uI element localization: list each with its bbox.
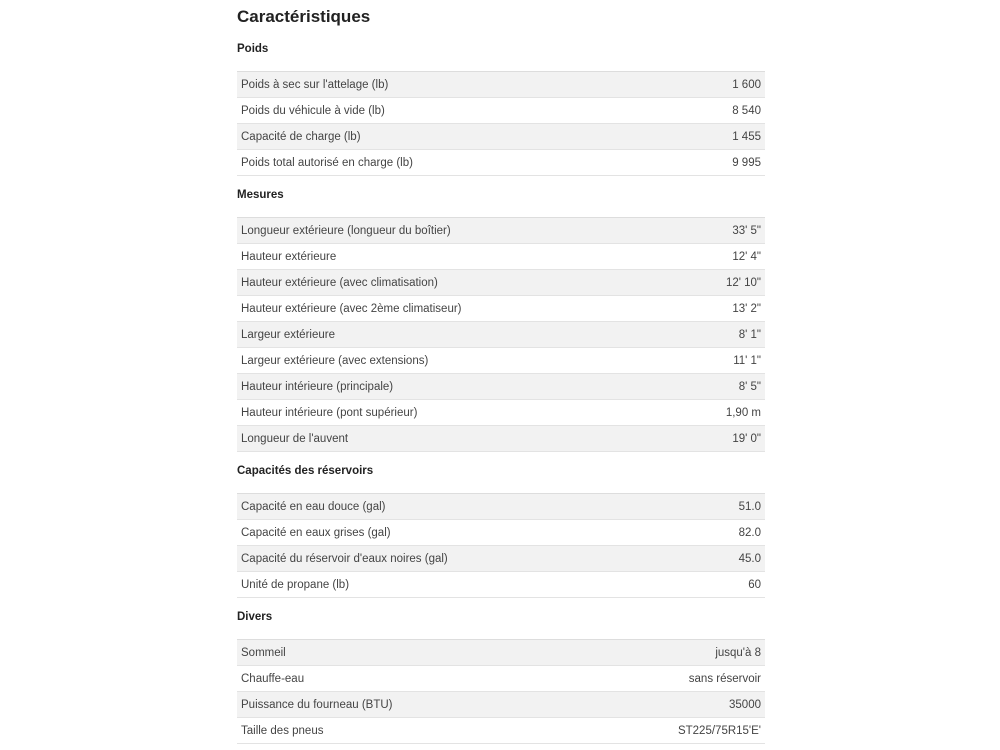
spec-label: Largeur extérieure — [237, 322, 681, 348]
spec-table-mesures — [237, 217, 765, 452]
table-row — [237, 692, 765, 718]
spec-value: 1 600 — [675, 72, 765, 98]
spec-value: 1,90 m — [681, 400, 765, 426]
spec-value: 51.0 — [700, 494, 765, 520]
table-row — [237, 124, 765, 150]
spec-label: Chauffe-eau — [237, 666, 573, 692]
spec-value: 13' 2" — [681, 296, 765, 322]
spec-label: Sommeil — [237, 640, 573, 666]
spec-label: Capacité en eaux grises (gal) — [237, 520, 700, 546]
table-row — [237, 218, 765, 244]
spec-label: Poids à sec sur l'attelage (lb) — [237, 72, 675, 98]
table-row — [237, 520, 765, 546]
table-row — [237, 150, 765, 176]
spec-label: Taille des pneus — [237, 718, 573, 744]
section-title: Divers — [237, 611, 273, 623]
section-title: Poids — [237, 43, 269, 55]
table-row — [237, 98, 765, 124]
spec-value: 1 455 — [675, 124, 765, 150]
spec-value: 8' 5" — [681, 374, 765, 400]
spec-label: Hauteur extérieure (avec climatisation) — [237, 270, 681, 296]
spec-value: 9 995 — [675, 150, 765, 176]
spec-label: Poids du véhicule à vide (lb) — [237, 98, 675, 124]
spec-label: Longueur de l'auvent — [237, 426, 681, 452]
spec-label: Largeur extérieure (avec extensions) — [237, 348, 681, 374]
section-poids — [237, 34, 765, 176]
table-row — [237, 572, 765, 598]
spec-value: 19' 0" — [681, 426, 765, 452]
table-row — [237, 666, 765, 692]
spec-value: 8 540 — [675, 98, 765, 124]
spec-value: 8' 1" — [681, 322, 765, 348]
table-row — [237, 72, 765, 98]
page-title: Caractéristiques — [237, 7, 371, 26]
spec-label: Longueur extérieure (longueur du boîtier) — [237, 218, 681, 244]
table-row — [237, 546, 765, 572]
table-row — [237, 244, 765, 270]
spec-label: Capacité en eau douce (gal) — [237, 494, 700, 520]
specifications-panel — [237, 0, 765, 748]
spec-value: ST225/75R15'E' — [573, 718, 765, 744]
spec-value: 82.0 — [700, 520, 765, 546]
spec-value: 33' 5" — [681, 218, 765, 244]
table-row — [237, 640, 765, 666]
table-row — [237, 400, 765, 426]
spec-value: 35000 — [573, 692, 765, 718]
spec-value: jusqu'à 8 — [573, 640, 765, 666]
spec-label: Poids total autorisé en charge (lb) — [237, 150, 675, 176]
section-mesures — [237, 180, 765, 452]
table-row — [237, 494, 765, 520]
table-row — [237, 270, 765, 296]
spec-table-reservoirs — [237, 493, 765, 598]
spec-label: Capacité de charge (lb) — [237, 124, 675, 150]
section-divers — [237, 602, 765, 744]
section-title: Capacités des réservoirs — [237, 465, 374, 477]
table-row — [237, 374, 765, 400]
section-title: Mesures — [237, 189, 284, 201]
section-reservoirs — [237, 456, 765, 598]
spec-label: Unité de propane (lb) — [237, 572, 700, 598]
table-row — [237, 296, 765, 322]
spec-value: 11' 1" — [681, 348, 765, 374]
spec-label: Hauteur extérieure (avec 2ème climatiseur) — [237, 296, 681, 322]
spec-label: Capacité du réservoir d'eaux noires (gal) — [237, 546, 700, 572]
spec-table-divers — [237, 639, 765, 744]
table-row — [237, 348, 765, 374]
spec-label: Hauteur intérieure (principale) — [237, 374, 681, 400]
spec-value: 45.0 — [700, 546, 765, 572]
spec-value: sans réservoir — [573, 666, 765, 692]
spec-label: Hauteur intérieure (pont supérieur) — [237, 400, 681, 426]
spec-value: 60 — [700, 572, 765, 598]
table-row — [237, 426, 765, 452]
spec-label: Puissance du fourneau (BTU) — [237, 692, 573, 718]
spec-table-poids — [237, 71, 765, 176]
spec-value: 12' 4" — [681, 244, 765, 270]
spec-label: Hauteur extérieure — [237, 244, 681, 270]
table-row — [237, 322, 765, 348]
spec-value: 12' 10" — [681, 270, 765, 296]
table-row — [237, 718, 765, 744]
